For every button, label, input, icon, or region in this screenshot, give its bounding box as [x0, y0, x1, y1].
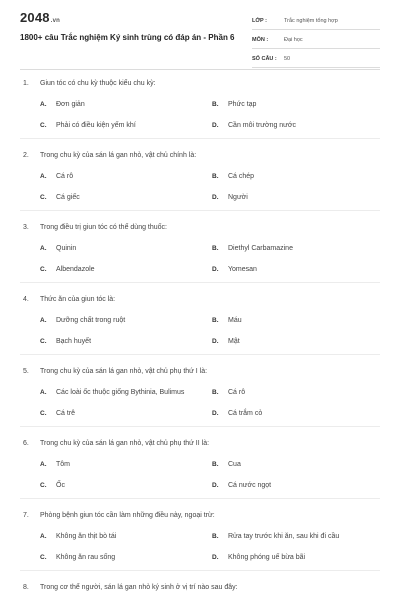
answer-option-b[interactable]: [212, 317, 242, 324]
answer-option-d[interactable]: [212, 266, 257, 273]
page-header: [0, 0, 400, 66]
question-text: Trong chu kỳ của sán lá gan nhỏ, vật chủ chính là:: [40, 152, 197, 159]
option-letter: C.: [40, 410, 47, 417]
question-number: 8.: [23, 584, 29, 591]
answer-option-a[interactable]: [40, 461, 70, 468]
option-letter: B.: [212, 461, 219, 468]
question-number: 6.: [23, 440, 29, 447]
option-letter: C.: [40, 194, 47, 201]
answer-option-c[interactable]: [40, 410, 75, 417]
meta-label: SỐ CÂU :: [252, 56, 277, 62]
meta-row-class: [252, 16, 380, 30]
option-text: Cá trắm cỏ: [228, 410, 263, 417]
option-text: Albendazole: [56, 266, 95, 273]
option-letter: B.: [212, 533, 219, 540]
option-text: Cần môi trường nước: [228, 122, 296, 129]
answer-option-a[interactable]: [40, 533, 116, 540]
meta-value: Đại học: [284, 37, 303, 43]
logo-main-text: 2048: [20, 10, 50, 25]
option-text: Ốc: [56, 482, 65, 489]
question-number: 5.: [23, 368, 29, 375]
answer-option-b[interactable]: [212, 389, 245, 396]
question-item: [0, 286, 400, 355]
option-text: Quinin: [56, 245, 77, 252]
question-item: [0, 70, 400, 139]
answer-option-b[interactable]: [212, 461, 241, 468]
option-letter: A.: [40, 101, 47, 108]
meta-row-count: [252, 54, 380, 68]
option-letter: B.: [212, 101, 219, 108]
question-number: 2.: [23, 152, 29, 159]
option-text: Không ăn thịt bò tái: [56, 533, 117, 540]
answer-option-d[interactable]: [212, 482, 271, 489]
meta-label: MÔN :: [252, 37, 269, 43]
option-text: Bạch huyết: [56, 338, 92, 345]
option-letter: A.: [40, 461, 47, 468]
option-letter: B.: [212, 389, 219, 396]
option-text: Dưỡng chất trong ruột: [56, 317, 126, 324]
answer-option-d[interactable]: [212, 410, 262, 417]
answer-option-c[interactable]: [40, 266, 95, 273]
option-letter: C.: [40, 266, 47, 273]
question-item: [0, 574, 400, 600]
answer-option-b[interactable]: [212, 533, 339, 540]
meta-info: [252, 16, 380, 73]
option-text: Rửa tay trước khi ăn, sau khi đi cầu: [228, 533, 340, 540]
option-letter: A.: [40, 389, 47, 396]
question-text: Trong điều trị giun tóc có thể dùng thuốc:: [40, 224, 167, 231]
option-letter: D.: [212, 410, 219, 417]
question-item: [0, 214, 400, 283]
answer-option-d[interactable]: [212, 122, 296, 129]
document-title: 1800+ câu Trắc nghiệm Ký sinh trùng có đáp án - Phần 6: [20, 33, 235, 42]
answer-option-d[interactable]: [212, 194, 248, 201]
option-letter: A.: [40, 245, 47, 252]
option-text: Diethyl Carbamazine: [228, 245, 293, 252]
question-item: [0, 358, 400, 427]
answer-option-a[interactable]: [40, 101, 85, 108]
option-text: Không ăn rau sống: [56, 554, 116, 561]
option-letter: A.: [40, 173, 47, 180]
answer-option-a[interactable]: [40, 173, 73, 180]
answer-option-c[interactable]: [40, 122, 136, 129]
answer-option-c[interactable]: [40, 554, 115, 561]
answer-option-b[interactable]: [212, 101, 256, 108]
option-text: Tôm: [56, 461, 70, 468]
option-text: Cá nước ngọt: [228, 482, 272, 489]
site-logo[interactable]: [20, 10, 60, 25]
question-text: Trong chu kỳ của sán lá gan nhỏ, vật chủ phụ thứ II là:: [40, 440, 210, 447]
question-item: [0, 430, 400, 499]
option-letter: B.: [212, 245, 219, 252]
answer-option-a[interactable]: [40, 245, 76, 252]
option-text: Cá rô: [228, 389, 246, 396]
question-text: Thức ăn của giun tóc là:: [40, 296, 116, 303]
option-text: Các loài ốc thuộc giống Bythinia, Bulimus: [56, 389, 185, 396]
option-text: Yomesan: [228, 266, 257, 273]
option-text: Đơn giản: [56, 101, 85, 108]
option-letter: D.: [212, 194, 219, 201]
option-letter: D.: [212, 554, 219, 561]
question-item: [0, 142, 400, 211]
question-number: 1.: [23, 80, 29, 87]
answer-option-b[interactable]: [212, 173, 254, 180]
option-text: Cá trê: [56, 410, 76, 417]
question-number: 7.: [23, 512, 29, 519]
question-text: Trong cơ thể người, sán lá gan nhỏ ký sinh ở vị trí nào sau đây:: [40, 584, 238, 591]
option-letter: D.: [212, 482, 219, 489]
question-item: [0, 502, 400, 571]
meta-value: Trắc nghiệm tổng hợp: [284, 18, 338, 24]
question-number: 3.: [23, 224, 29, 231]
meta-value: 50: [284, 56, 291, 62]
answer-option-c[interactable]: [40, 194, 80, 201]
question-text: Trong chu kỳ của sán lá gan nhỏ, vật chủ phụ thứ I là:: [40, 368, 208, 375]
option-letter: C.: [40, 338, 47, 345]
option-letter: B.: [212, 173, 219, 180]
option-text: Mật: [228, 338, 240, 345]
answer-option-a[interactable]: [40, 317, 125, 324]
answer-option-c[interactable]: [40, 482, 65, 489]
answer-option-d[interactable]: [212, 338, 240, 345]
option-text: Cá rô: [56, 173, 74, 180]
option-text: Phức tạp: [228, 101, 257, 108]
answer-option-a[interactable]: [40, 389, 184, 396]
option-text: Không phóng uế bừa bãi: [228, 554, 306, 561]
option-letter: C.: [40, 482, 47, 489]
option-text: Cua: [228, 461, 241, 468]
logo-suffix-text: .vn: [50, 18, 61, 24]
option-letter: A.: [40, 533, 47, 540]
option-text: Cá chép: [228, 173, 255, 180]
option-letter: C.: [40, 554, 47, 561]
option-letter: D.: [212, 338, 219, 345]
option-text: Cá giếc: [56, 194, 80, 201]
question-text: Phòng bệnh giun tóc cần làm những điều này, ngoại trừ:: [40, 512, 215, 519]
option-text: Máu: [228, 317, 242, 324]
answer-option-b[interactable]: [212, 245, 293, 252]
option-letter: A.: [40, 317, 47, 324]
answer-option-c[interactable]: [40, 338, 91, 345]
answer-option-d[interactable]: [212, 554, 305, 561]
option-letter: D.: [212, 266, 219, 273]
question-text: Giun tóc có chu kỳ thuộc kiểu chu kỳ:: [40, 80, 156, 87]
option-text: Phải có điều kiện yếm khí: [56, 122, 136, 129]
option-text: Người: [228, 194, 248, 201]
meta-label: LỚP :: [252, 18, 267, 24]
option-letter: D.: [212, 122, 219, 129]
question-number: 4.: [23, 296, 29, 303]
option-letter: C.: [40, 122, 47, 129]
meta-row-subject: [252, 35, 380, 49]
option-letter: B.: [212, 317, 219, 324]
